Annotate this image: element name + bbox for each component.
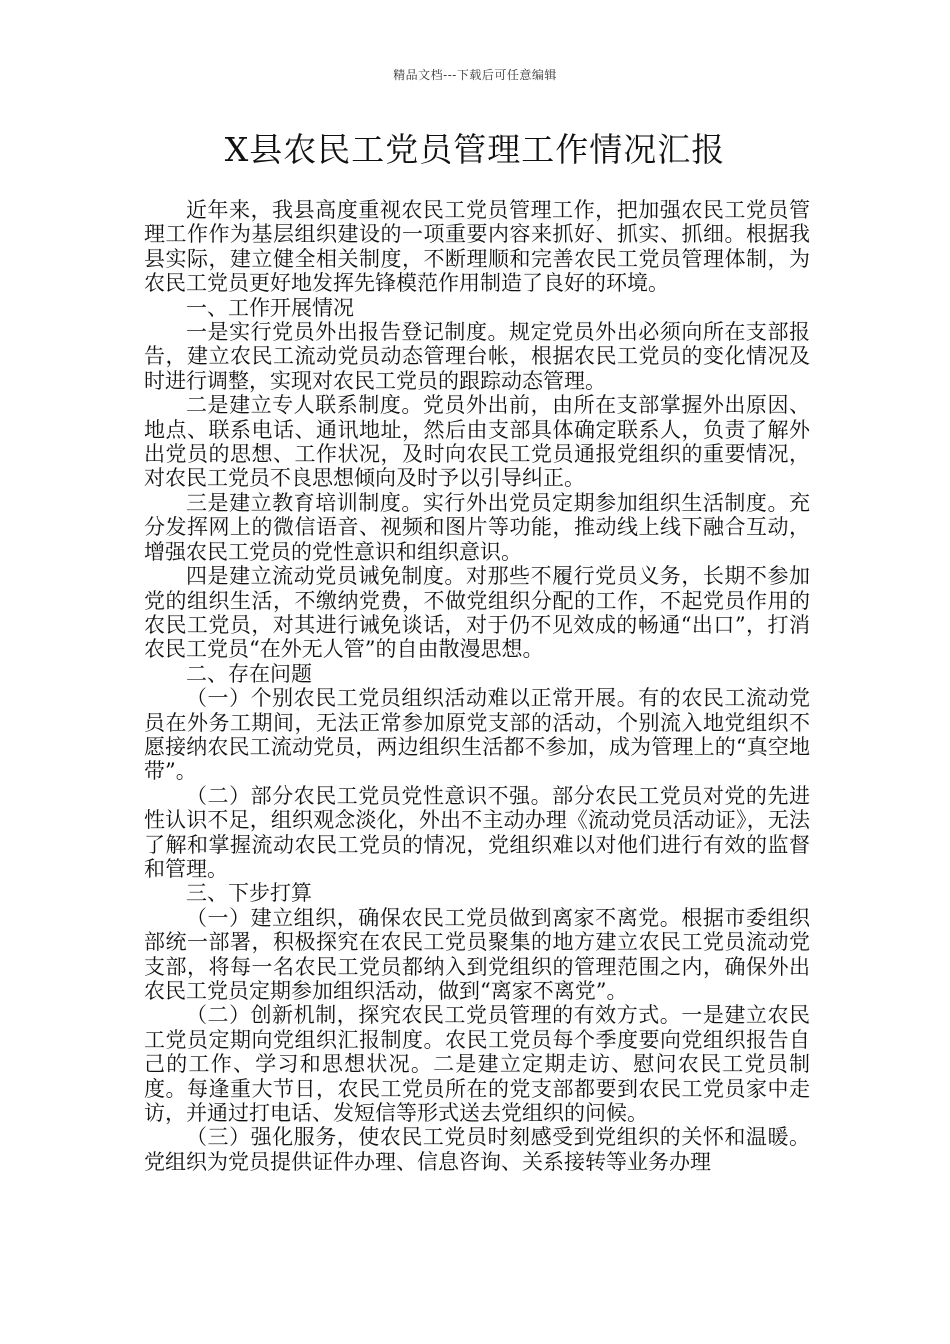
paragraph: 二是建立专人联系制度。党员外出前，由所在支部掌握外出原因、地点、联系电话、通讯地址，然后由支部具体确定联系人，负责了解外出党员的思想、工作状况，及时向农民工党员通报党组织的重要情况，对农民工党员不良思想倾向及时予以引导纠正。 xyxy=(144,393,810,491)
paragraph-intro: 近年来，我县高度重视农民工党员管理工作，把加强农民工党员管理工作作为基层组织建设的一项重要内容来抓好、抓实、抓细。根据我县实际，建立健全相关制度，不断理顺和完善农民工党员管理体制，为农民工党员更好地发挥先锋模范作用制造了良好的环境。 xyxy=(144,198,810,296)
paragraph: （一）个别农民工党员组织活动难以正常开展。有的农民工流动党员在外务工期间，无法正常参加原党支部的活动，个别流入地党组织不愿接纳农民工流动党员，两边组织生活都不参加，成为管理上的“真空地带”。 xyxy=(144,686,810,784)
paragraph: 三是建立教育培训制度。实行外出党员定期参加组织生活制度。充分发挥网上的微信语音、视频和图片等功能，推动线上线下融合互动，增强农民工党员的党性意识和组织意识。 xyxy=(144,490,810,564)
section-heading-3: 三、下步打算 xyxy=(186,881,312,906)
paragraph: （三）强化服务，使农民工党员时刻感受到党组织的关怀和温暖。党组织为党员提供证件办理、信息咨询、关系接转等业务办理 xyxy=(144,1125,810,1174)
paragraph: 一是实行党员外出报告登记制度。规定党员外出必须向所在支部报告，建立农民工流动党员动态管理台帐，根据农民工党员的变化情况及时进行调整，实现对农民工党员的跟踪动态管理。 xyxy=(144,320,810,393)
paragraph: 四是建立流动党员诫免制度。对那些不履行党员义务，长期不参加党的组织生活，不缴纳党费，不做党组织分配的工作，不起党员作用的农民工党员，对其进行诫免谈话，对于仍不见效成的畅通“出口”，打消农民工党员“在外无人管”的自由散漫思想。 xyxy=(144,564,810,662)
document-title: X县农民工党员管理工作情况汇报 xyxy=(224,130,726,169)
paragraph: （二）部分农民工党员党性意识不强。部分农民工党员对党的先进性认识不足，组织观念淡化，外出不主动办理《流动党员活动证》，无法了解和掌握流动农民工党员的情况，党组织难以对他们进行有效的监督和管理。 xyxy=(144,783,810,881)
paragraph: （一）建立组织，确保农民工党员做到离家不离党。根据市委组织部统一部署，积极探究在农民工党员聚集的地方建立农民工党员流动党支部，将每一名农民工党员都纳入到党组织的管理范围之内，确保外出农民工党员定期参加组织活动，做到“离家不离党”。 xyxy=(144,905,810,1003)
document-body xyxy=(144,198,810,1174)
section-heading-2: 二、存在问题 xyxy=(186,661,312,686)
header-note: 精品文档---下载后可任意编辑 xyxy=(393,68,557,82)
paragraph: （二）创新机制，探究农民工党员管理的有效方式。一是建立农民工党员定期向党组织汇报制度。农民工党员每个季度要向党组织报告自己的工作、学习和思想状况。二是建立定期走访、慰问农民工党员制度。每逢重大节日，农民工党员所在的党支部都要到农民工党员家中走访，并通过打电话、发短信等形式送去党组织的问候。 xyxy=(144,1003,810,1126)
section-heading-1: 一、工作开展情况 xyxy=(186,295,354,320)
